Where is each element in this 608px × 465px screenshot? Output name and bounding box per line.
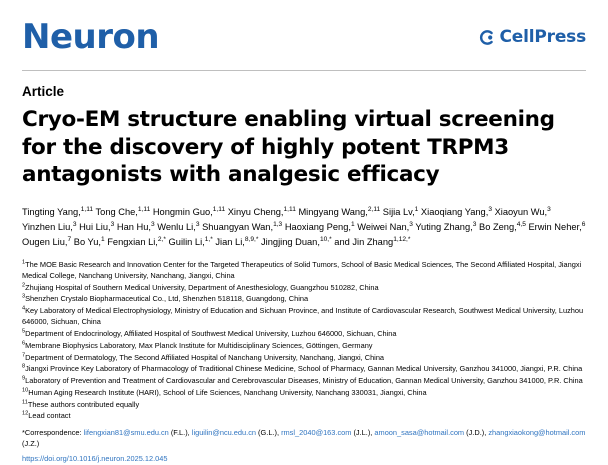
correspondence-initials: (J.D.), xyxy=(464,427,489,437)
page-title: Cryo-EM structure enabling virtual screening for the discovery of highly potent TRPM3 antagonists with analgesic efficacy xyxy=(22,107,555,188)
affiliation-item: $^{11}$These authors contributed equally xyxy=(22,399,140,409)
journal-logo[interactable]: Neuron xyxy=(22,17,160,57)
doi-line xyxy=(22,454,586,463)
affiliation-item: $^6$Membrane Biophysics Laboratory, Max Planck Institute for Multidisciplinary Sciences, Göttingen, Germany xyxy=(22,340,373,350)
affiliation-item: $^1$The MOE Basic Research and Innovation Center for the Targeted Therapeutics of Solid Tumors, School of Basic Medical Sciences, The Second Affiliated Hospital, Jiangxi Medical College, Nanchang University, Nanchang, Jiangxi, China xyxy=(22,259,582,280)
correspondence-email-link[interactable]: zhangxiaokong@hotmail.com xyxy=(488,427,586,437)
correspondence-initials: (J.Z.) xyxy=(22,439,40,449)
correspondence-initials: (J.L.), xyxy=(351,427,375,437)
article-type-label: Article xyxy=(22,84,65,99)
correspondence-email-link[interactable]: amoon_sasa@hotmail.com xyxy=(374,427,465,437)
affiliation-item: $^{12}$Lead contact xyxy=(22,410,71,421)
affiliation-item: $^7$Department of Dermatology, The Second Affiliated Hospital of Nanchang University, Nanchang, Jiangxi, China xyxy=(22,352,385,362)
masthead-divider xyxy=(22,70,586,71)
correspondence-email-link[interactable]: rmsl_2040@163.com xyxy=(281,427,352,437)
affiliation-item: $^5$Department of Endocrinology, Affiliated Hospital of Southwest Medical University, Luzhou 646000, Sichuan, China xyxy=(22,328,397,339)
cell-press-logo-icon xyxy=(478,29,495,46)
correspondence-initials: (F.L.), xyxy=(168,427,192,437)
masthead xyxy=(22,0,586,68)
doi-link[interactable]: https://doi.org/10.1016/j.neuron.2025.12.045 xyxy=(22,453,168,463)
correspondence-label: *Correspondence: xyxy=(22,427,84,437)
publisher-name: CellPress xyxy=(499,27,586,47)
affiliation-item: $^{10}$Human Aging Research Institute (HARI), School of Life Sciences, Nanchang University, Nanchang 330031, Jiangxi, China xyxy=(22,387,427,397)
affiliation-item: $^2$Zhujiang Hospital of Southern Medical University, Department of Anesthesiology, Guangzhou 510282, China xyxy=(22,282,379,292)
correspondence-initials: (G.L.), xyxy=(256,427,282,437)
publisher-logo[interactable] xyxy=(478,27,586,47)
author-list: Tingting Yang,$^{1,11}$ Tong Che,$^{1,11}$ Hongmin Guo,$^{1,11}$ Xinyu Cheng,$^{1,11}$ Mingyang Wang,$^{2,11}$ Sijia Lv,$^1$ Xiaoqiang Yang,$^3$ Xiaoyun Wu,$^3$ Yinzhen Liu,$^3$ Hui Liu,$^3$ Han Hu,$^3$ Wenlu Li,$^3$ Shuangyan Wan,$^{1,3}$ Haoxiang Peng,$^1$ Weiwei Nan,$^3$ Yuting Zhang,$^3$ Bo Zeng,$^{4,5}$ Erwin Neher,$^6$ Ougen Liu,$^7$ Bo Yu,$^1$ Fengxian Li,$^{2,*}$ Guilin Li,$^{1,*}$ Jian Li,$^{8,9,*}$ Jingjing Duan,$^{10,*}$ and Jin Zhang$^{1,12,*}$ xyxy=(22,205,586,247)
correspondence-block xyxy=(22,427,586,450)
affiliation-item: $^9$Laboratory of Prevention and Treatment of Cardiovascular and Cerebrovascular Diseases, Ministry of Education, Gannan Medical University, Ganzhou 341000, P.R. China xyxy=(22,375,583,386)
correspondence-email-link[interactable]: liguilin@ncu.edu.cn xyxy=(191,427,256,437)
affiliation-item: $^8$Jiangxi Province Key Laboratory of Pharmacology of Traditional Chinese Medicine, School of Pharmacy, Gannan Medical University, Ganzhou 341000, Jiangxi, P.R. China xyxy=(22,363,583,374)
affiliation-list xyxy=(22,259,586,422)
affiliation-item: $^3$Shenzhen Crystalo Biopharmaceutical Co., Ltd, Shenzhen 518118, Guangdong, China xyxy=(22,293,309,304)
affiliation-item: $^4$Key Laboratory of Medical Electrophysiology, Ministry of Education and Sichuan Province, and Institute of Cardiovascular Research, Southwest Medical University, Luzhou 646000, Sichuan, China xyxy=(22,305,584,327)
correspondence-email-link[interactable]: lifengxian81@smu.edu.cn xyxy=(83,427,169,437)
